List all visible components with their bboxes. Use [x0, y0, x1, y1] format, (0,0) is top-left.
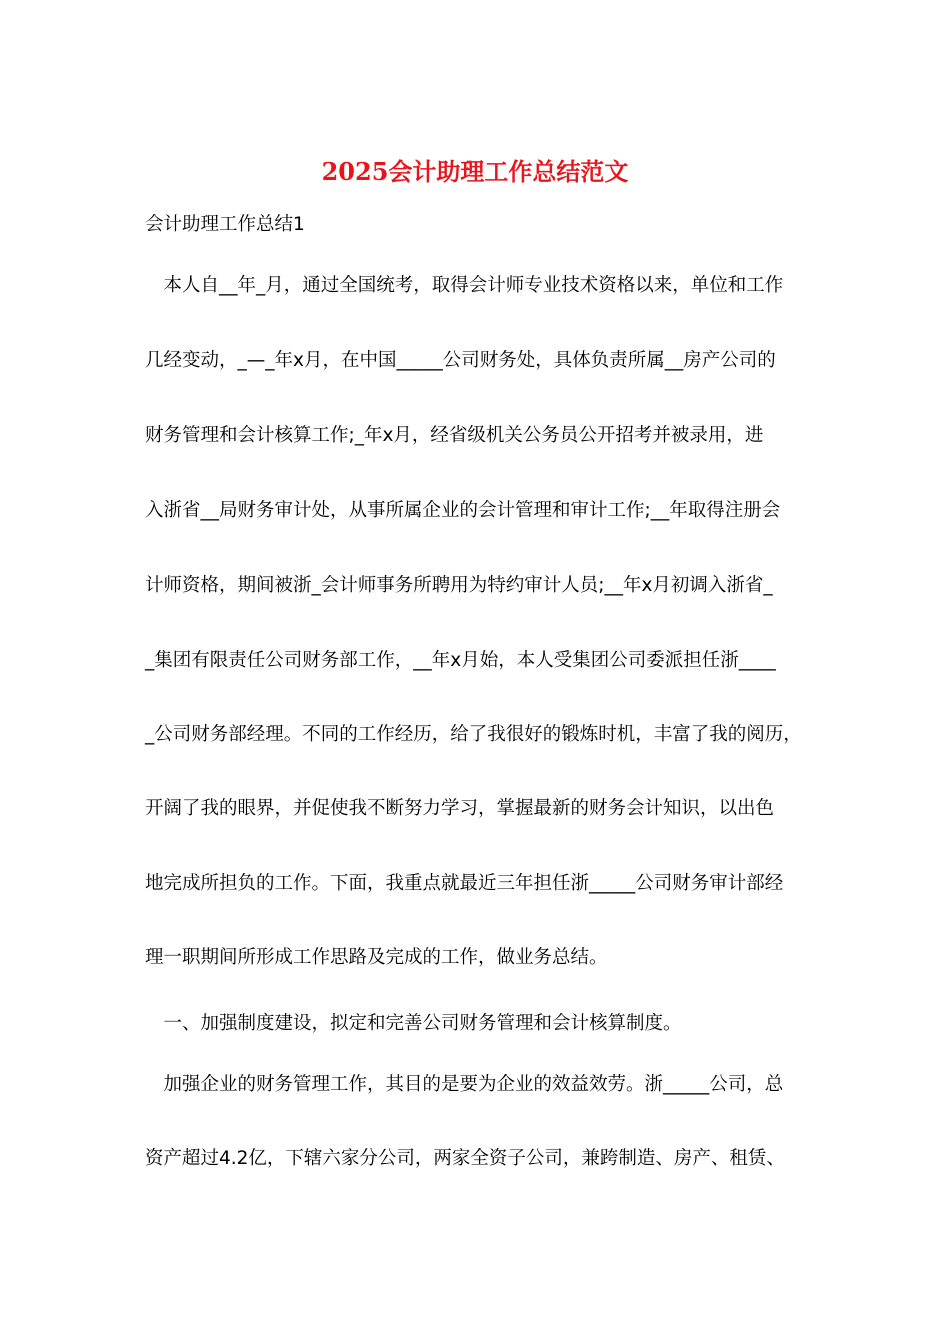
body-line: 开阔了我的眼界，并促使我不断努力学习，掌握最新的财务会计知识，以出色: [145, 798, 775, 819]
body-line: 理一职期间所形成工作思路及完成的工作，做业务总结。: [145, 947, 608, 968]
body-line: 入浙省__局财务审计处，从事所属企业的会计管理和审计工作;__年取得注册会: [145, 500, 781, 521]
body-line: 地完成所担负的工作。下面，我重点就最近三年担任浙_____公司财务审计部经: [145, 873, 784, 894]
body-line: _公司财务部经理。不同的工作经历，给了我很好的锻炼时机，丰富了我的阅历，: [145, 724, 802, 745]
body-line: _集团有限责任公司财务部工作，__年x月始，本人受集团公司委派担任浙____: [145, 650, 776, 671]
body-line: 几经变动，_—_年x月，在中国_____公司财务处，具体负责所属__房产公司的: [145, 350, 776, 371]
section-heading: 一、加强制度建设，拟定和完善公司财务管理和会计核算制度。: [145, 1013, 682, 1034]
body-line: 计师资格，期间被浙_会计师事务所聘用为特约审计人员;__年x月初调入浙省_: [145, 575, 773, 596]
body-line: 加强企业的财务管理工作，其目的是要为企业的效益效劳。浙_____公司，总: [145, 1074, 784, 1095]
body-line: 财务管理和会计核算工作;_年x月，经省级机关公务员公开招考并被录用，进: [145, 425, 764, 446]
section-heading: 会计助理工作总结1: [145, 214, 305, 235]
document-title: 2025会计助理工作总结范文: [321, 157, 629, 186]
body-line: 本人自__年_月，通过全国统考，取得会计师专业技术资格以来，单位和工作: [145, 275, 784, 296]
body-line: 资产超过4.2亿，下辖六家分公司，两家全资子公司，兼跨制造、房产、租赁、: [145, 1148, 785, 1169]
